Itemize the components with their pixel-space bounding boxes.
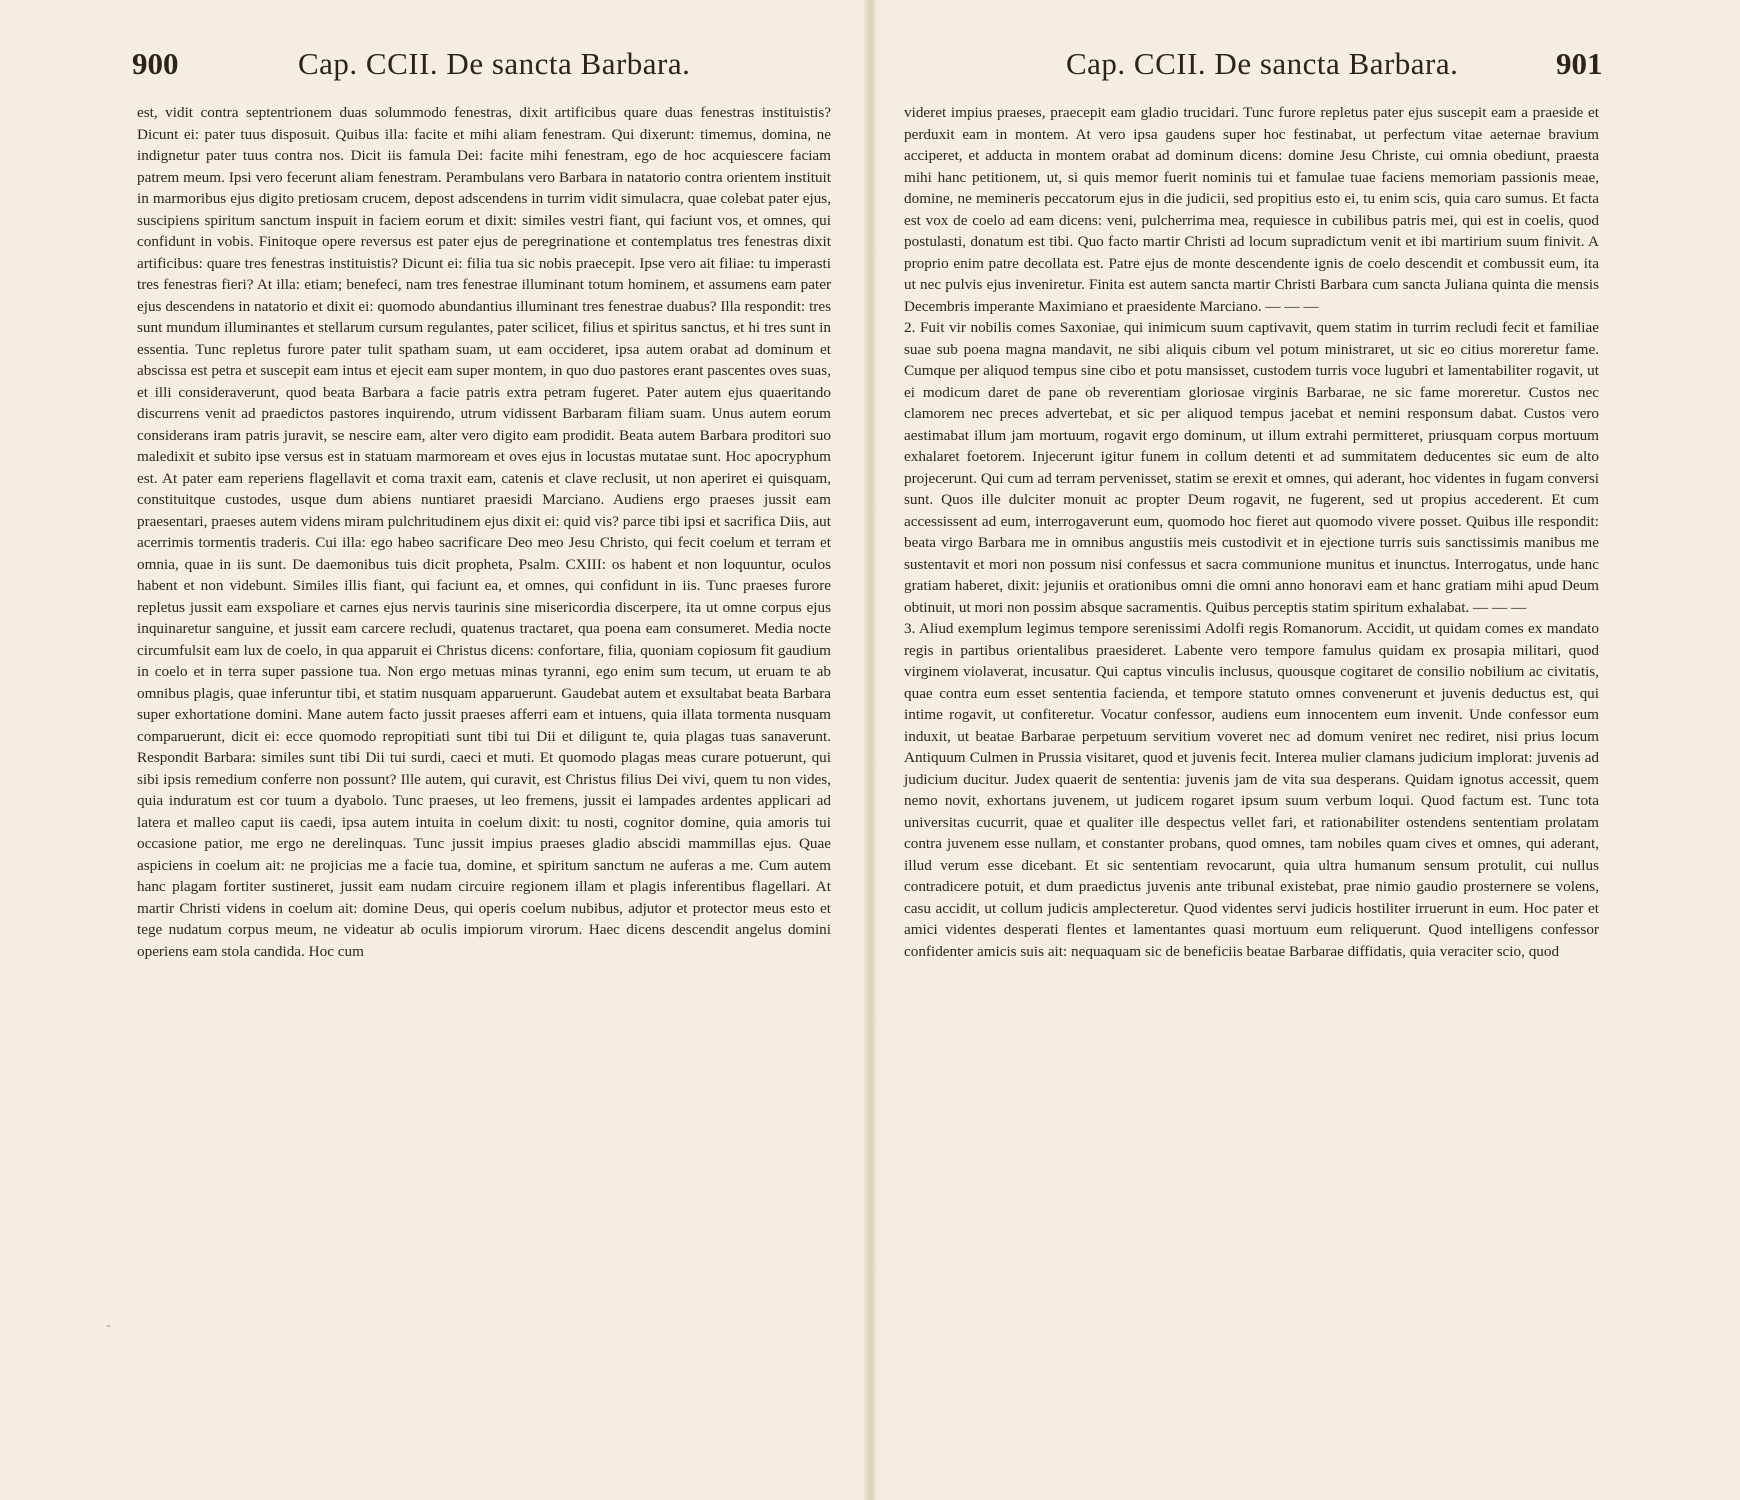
left-paragraph-1: est, vidit contra septentrionem duas solummodo fenestras, dixit artificibus quare duas fenestras instituistis? Dicunt ei: pater tuus disposuit. Quibus illa: facite et mihi aliam fenestram. Qui dixerunt: timemus, domina, ne indignetur pater tuus contra nos. Dicit iis famula Dei: facite mihi fenestram, ego de hoc acquiescere faciam patrem meum. Ipsi vero fecerunt aliam fenestram. Perambulans vero Barbara in natatorio contra orientem instituit in marmoribus ejus digito pretiosam crucem, depost adscendens in turrim vidit simulacra, quae colebat pater ejus, suscipiens spiritum sanctum inspuit in faciem eorum et dixit: similes vestri fiant, qui faciunt vos, et omnes, qui confidunt in vobis. Finitoque opere reversus est pater ejus de peregrinatione et contemplatus tres fenestras dixit artificibus: quare tres fenestras instituistis? Dicunt ei: filia tua sic nobis praecepit. Ipse vero ait filiae: tu imperasti tres fenestras fieri? At illa: etiam; benefeci, nam tres fenestrae illuminant totum hominem, et assumens eam pater ejus descendens in natatorio et dixit ei: quomodo abundantius illuminant tres fenestrae duabus? Illa respondit: tres sunt mundum illuminantes et stellarum cursum regulantes, pater scilicet, filius et spiritus sanctus, et hi tres sunt in essentia. Tunc repletus furore pater tulit spatham suam, ut eam occideret, ipsa autem orabat ad dominum et abscissa est petra et suscepit eam intus et ejecit eam super montem, in quo duo pastores erant pascentes oves suas, et illi consideraverunt, quod beata Barbara a facie patris extra petram fugeret. Pater autem ejus quaeritando discurrens venit ad praedictos pastores inquirendo, utrum vidissent Barbaram filiam suam. Unus autem eorum considerans iram patris juravit, se nescire eam, alter vero digito eam prodidit. Beata autem Barbara proditori suo maledixit et subito ipse versus est in statuam marmoream et oves ejus in locustas mutatae sunt. Hoc apocryphum est. At pater eam reperiens flagellavit et coma traxit eam, catenis et clave reclusit, ut non aperiret ei quisquam, constituitque custodes, usque dum abiens nuntiaret praesidi Marciano. Audiens ergo praeses jussit eam praesentari, praeses autem videns miram pulchritudinem ejus dixit ei: quid vis? parce tibi ipsi et sacrifica Diis, aut acerrimis tormentis traderis. Cui illa: ego habeo sacrificare Deo meo Jesu Christo, qui fecit coelum et terram et omnia, quae in iis sunt. De daemonibus tuis dicit propheta, Psalm. CXIII: os habent et non loquuntur, oculos habent et non videbunt. Similes illis fiant, qui faciunt ea, et omnes, qui confidunt in iis. Tunc praeses furore repletus jussit eam exspoliare et carnes ejus nervis taurinis sine misericordia discerpere, ita ut omne corpus ejus inquinaretur sanguine, et jussit eam carcere recludi, quatenus tractaret, qua poena eam consumeret. Media nocte circumfulsit eam lux de coelo, in qua apparuit ei Christus dicens: confortare, filia, quoniam copiosum fit gaudium in coelo et in terra super passione tua. Non ergo metuas minas tyranni, ego enim sum tecum, ut eruam te ab omnibus plagis, quae inferuntur tibi, et statim nusquam apparuerunt. Gaudebat autem et exsultabat beata Barbara super exhortatione domini. Mane autem facto jussit praeses afferri eam et intuens, quia illata tormenta nusquam comparuerunt, dicit ei: ecce quomodo repropitiati sunt tibi tui Dii et diligunt te, quia plagas tuas sanaverunt. Respondit Barbara: similes sunt tibi Dii tui surdi, caeci et muti. Et quomodo plagas meas curare potuerunt, qui sibi ipsis remedium conferre non possunt? Ille autem, qui curavit, est Christus filius Dei vivi, quem tu non vides, quia induratum est cor tuum a dyabolo. Tunc praeses, ut leo fremens, jussit ei lampades ardentes applicari ad latera et malleo caput iis caedi, ipsa autem intuita in coelum dixit: tu nosti, cognitor domine, quia amoris tui occasione patior, me ergo ne derelinquas. Tunc jussit impius praeses gladio abscidi mammillas ejus. Quae aspiciens in coelum ait: ne projicias me a facie tua, domine, et spiritum sanctum ne auferas a me. Cum autem hanc plagam fortiter sustineret, jussit eam nudam circuire regionem illam et plagis inferentibus flagellari. At martir Christi videns in coelum ait: domine Deus, qui operis coelum nubibus, adjutor et protector meus esto et tege nudatum corpus meum, ne videatur ab oculis impiorum virorum. Haec dicens descendit angelus domini operiens eam stola candida. Hoc cum bbox=[137, 104, 831, 960]
right-running-head: Cap. CCII. De sancta Barbara. bbox=[1066, 46, 1459, 81]
right-paragraph-2: 2. Fuit vir nobilis comes Saxoniae, qui inimicum suum captivavit, quem statim in turrim recludi fecit et familiae suae sub poena magna mandavit, ne sibi aliquis cibum vel potum ministraret, ut sic eo citius moreretur fame. Cumque per aliquod tempus sine cibo et potu mansisset, custodem turris voce lugubri et lamentabiliter rogavit, ut ei modicum daret de pane ob reverentiam gloriosae virginis Barbarae, ne sic fame moreretur. Custos nec clamorem nec preces advertebat, et sic per aliquod tempus jacebat et nemini responsum dabat. Custos vero aestimabat illum jam mortuum, rogavit ergo dominum, ut illum extrahi permitteret, priusquam corpus mortuum exhalaret foetorem. Injecerunt igitur funem in collum detenti et ad summitatem deducentes sic eum de alto projecerunt. Qui cum ad terram pervenisset, statim se erexit et omnes, qui aderant, hoc videntes in fugam conversi sunt. Quos ille dulciter monuit ac propter Deum rogavit, ne fugerent, sed ut propius accederent. Et cum accessissent ad eum, interrogaverunt eum, quomodo hoc fieret aut quomodo vivere posset. Quibus ille respondit: beata virgo Barbara me in omnibus angustiis meis custodivit et in ejectione turris suis sanctissimis manibus me sustentavit et mori non possum nisi confessus et sacra communione munitus et inunctus. Interrogatus, unde hanc gratiam haberet, dixit: jejuniis et orationibus omni die omni anno honoravi eam et hanc gratiam mihi apud Deum obtinuit, ut mori non possim absque sacramentis. Quibus perceptis statim spiritum exhalabat. — — — bbox=[904, 319, 1599, 616]
left-page bbox=[0, 0, 866, 1500]
left-running-head: Cap. CCII. De sancta Barbara. bbox=[298, 46, 691, 81]
left-page-body bbox=[137, 102, 831, 962]
right-page-number: 901 bbox=[1556, 46, 1603, 81]
right-paragraph-1: videret impius praeses, praecepit eam gladio trucidari. Tunc furore repletus pater ejus suscepit eam a praeside et perduxit eam in montem. At vero ipsa gaudens super hoc festinabat, ut perfectum vitae aeternae bravium acciperet, et adducta in montem orabat ad dominum dicens: domine Jesu Christe, cui omnia obediunt, praesta mihi hanc petitionem, ut, si quis memor fuerit nominis tui et famulae tuae faciens memoriam passionis meae, domine, ne memineris peccatorum ejus in die judicii, sed propitius esto ei, tu enim scis, quia caro sumus. Et facta est vox de coelo ad eam dicens: veni, pulcherrima mea, requiesce in cubilibus patris mei, qui est in coelis, quod postulasti, donatum est tibi. Quo facto martir Christi ad locum supradictum venit et ibi martirium suum finivit. A proprio enim patre decollata est. Patre ejus de monte descendente ignis de coelo descendit et combussit eum, ita ut nec pulvis ejus inveniretur. Finita est autem sancta martir Christi Barbara cum sancta Juliana quinta die mensis Decembris imperante Maximiano et praesidente Marciano. — — — bbox=[904, 104, 1599, 315]
right-page-body bbox=[904, 102, 1599, 962]
margin-mark: - bbox=[106, 1318, 111, 1333]
left-page-number: 900 bbox=[132, 46, 179, 81]
right-paragraph-3: 3. Aliud exemplum legimus tempore serenissimi Adolfi regis Romanorum. Accidit, ut quidam comes ex mandato regis in partibus orientalibus praesideret. Labente vero tempore famulus quidam ex prosapia militari, quod virginem violaverat, incusatur. Qui captus vinculis inclusus, quousque cogitaret de consilio nobilium ac civitatis, quae contra eum esset sententia facienda, et tempore statuto omnes convenerunt et juvenis deductus est, qui intime rogavit, ut confiteretur. Vocatur confessor, audiens eum innocentem eum invenit. Unde confessor eum induxit, ut beatae Barbarae perpetuum servitium voveret nec ad domum veniret nec rediret, nisi prius locum Antiquum Culmen in Prussia visitaret, quod et juvenis fecit. Interea mulier clamans judicium implorat: juvenis ad judicium ducitur. Judex quaerit de sententia: juvenis jam de vita sua desperans. Quidam ignotus accessit, quem nemo novit, exhortans juvenem, ut judicem rogaret ipsum suum verbum loqui. Quod factum est. Tunc tota universitas cucurrit, quae et qualiter ille despectus vellet fari, et rationabiliter ostendens sententiam prolatam contra juvenem esse nullam, et constanter probans, quod omnes, tam nobiles quam cives et omnes, qui aderant, illud verum esse dicebant. Et sic sententiam revocarunt, quia ultra humanum sensum protulit, cui nullus contradicere potuit, et dum praedictus juvenis ante tribunal existebat, prae nimio gaudio prosternere se volens, casu accidit, ut collum judicis amplecteretur. Quod videntes servi judicis hostiliter irruerunt in eum. Hoc pater et amici videntes desperati flentes et lamentantes quasi mortuum eum reliquerunt. Quod intelligens confessor confidenter amicis suis ait: nequaquam sic de beneficiis beatae Barbarae diffidatis, quia veraciter scio, quod bbox=[904, 620, 1599, 960]
right-page bbox=[874, 0, 1740, 1500]
